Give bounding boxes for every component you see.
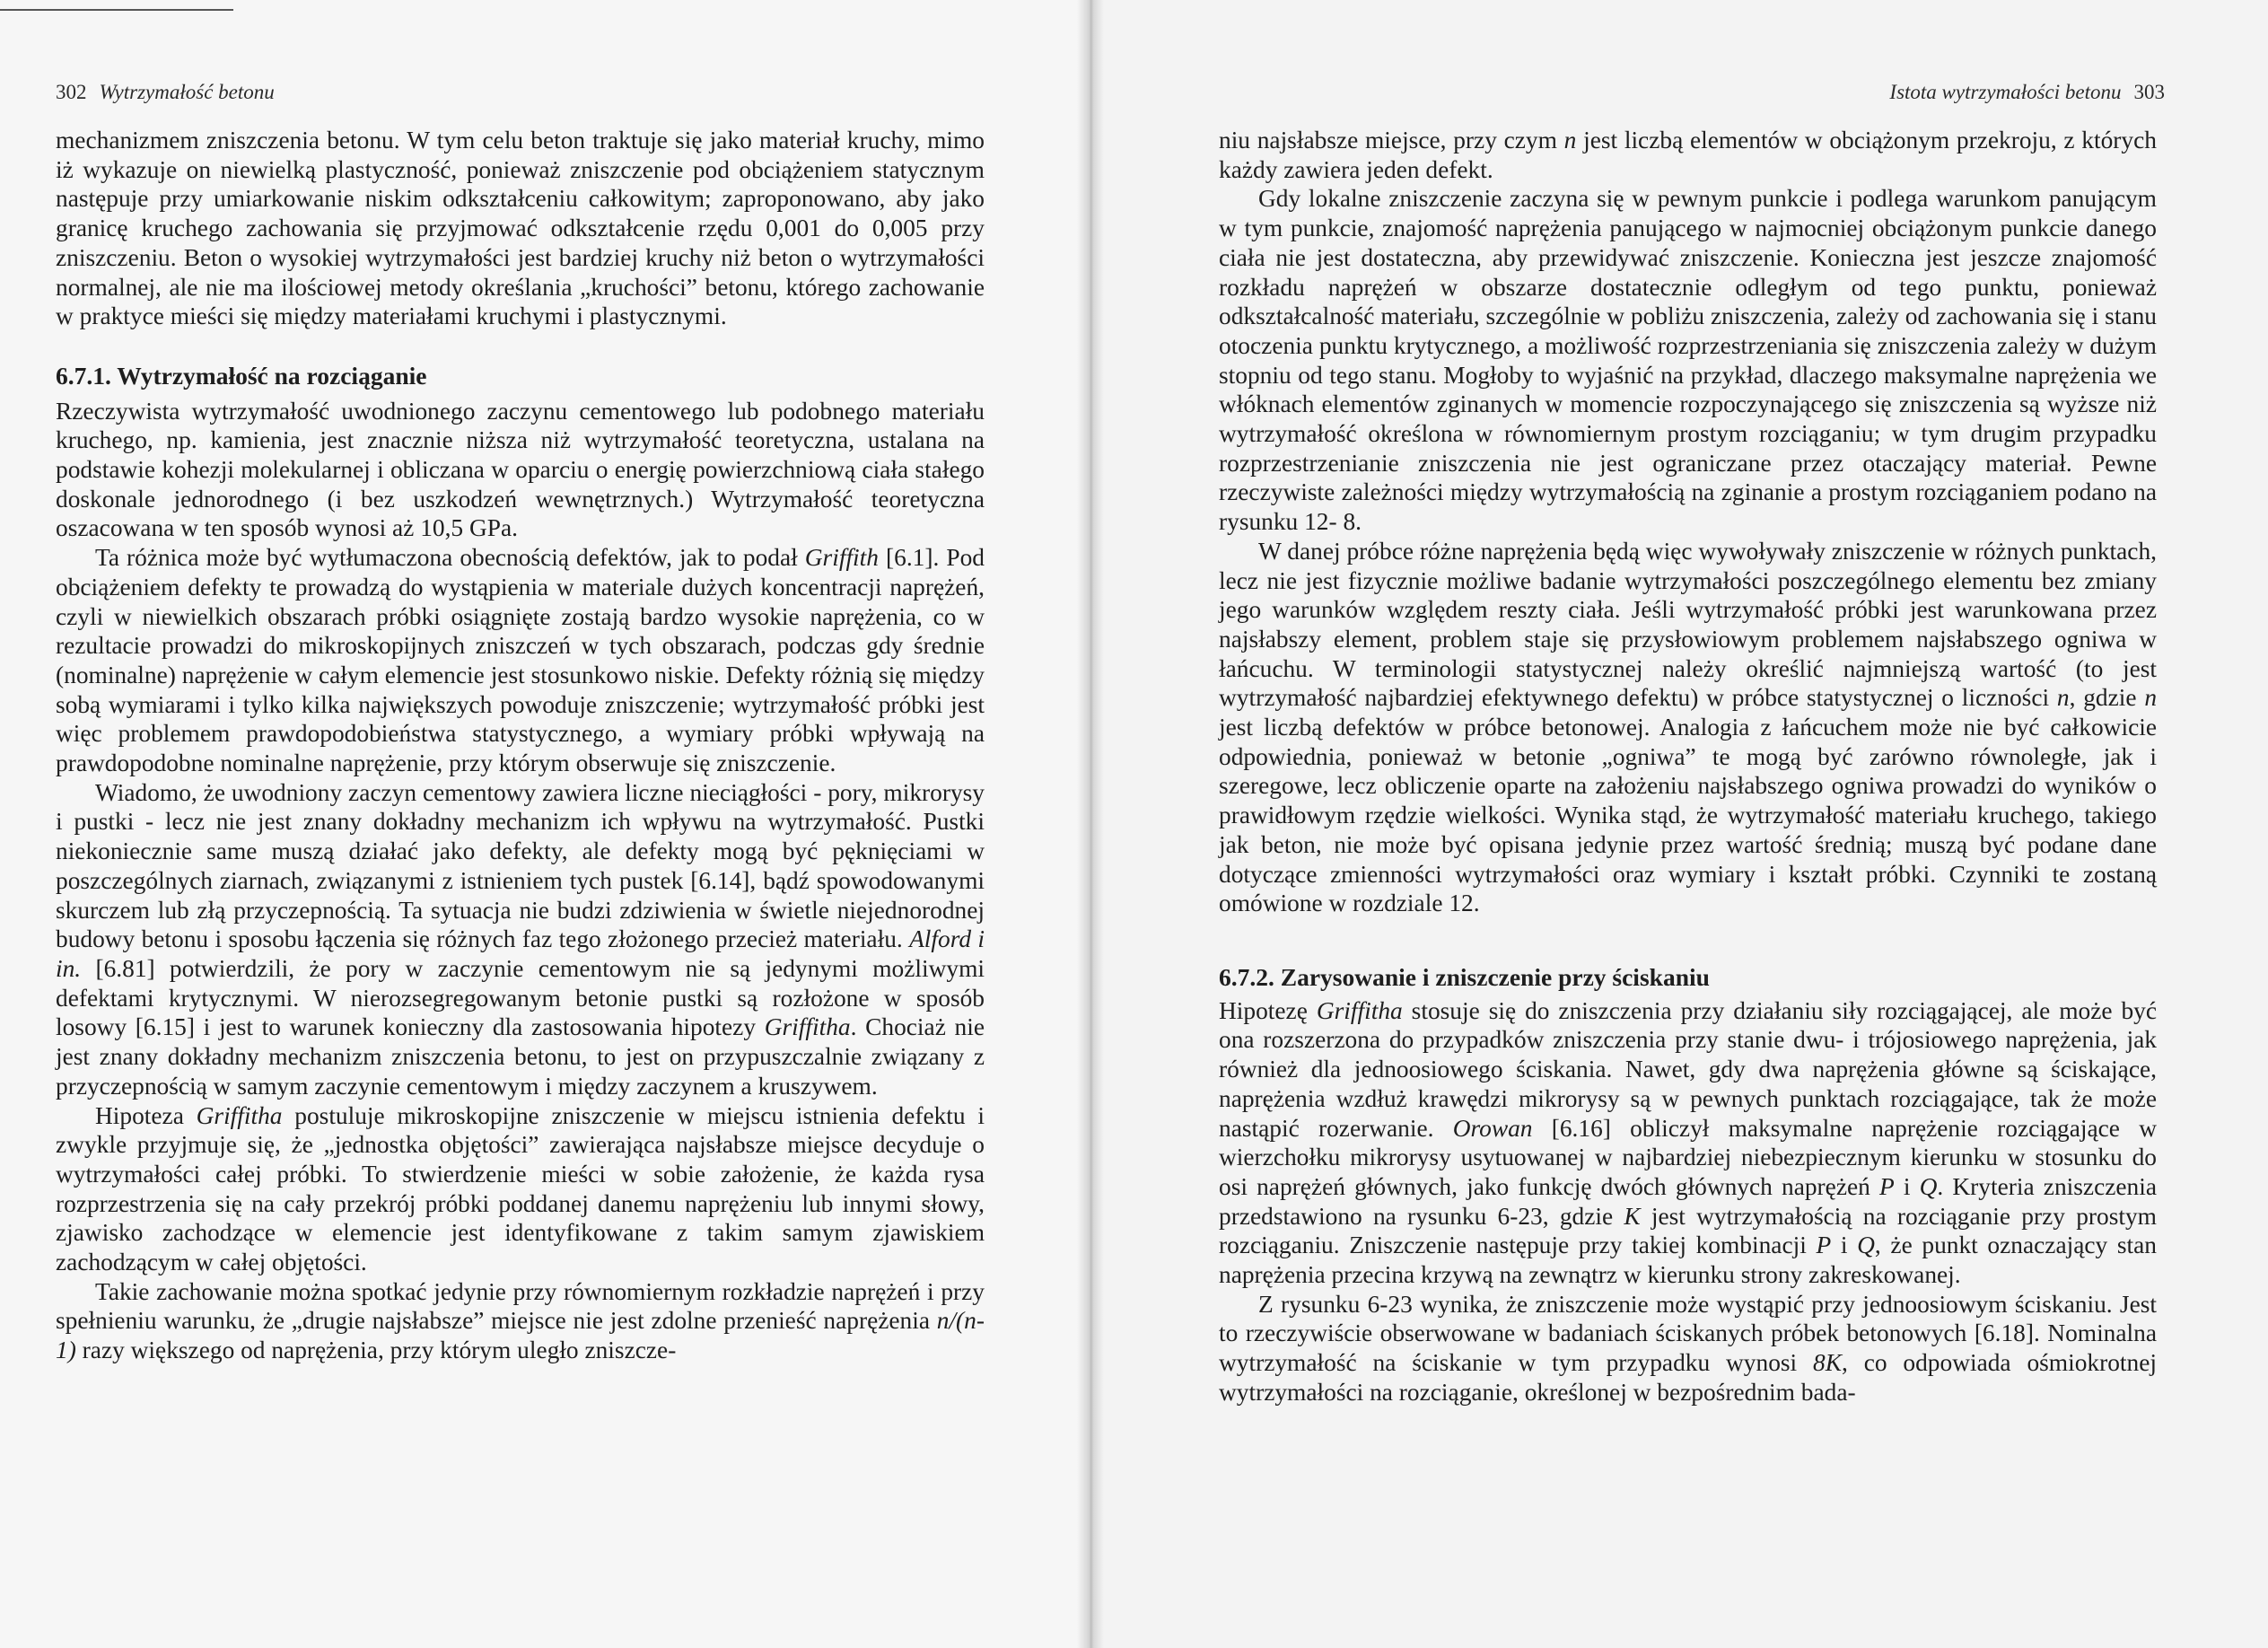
paragraph: Gdy lokalne zniszczenie zaczyna się w pewnym punkcie i podlega warunkom panującym w tym punkcie, znajomość naprężenia panującego w najmocniej obciążonym punkcie danego ciała nie jest dostateczna, aby przewidywać zniszczenie. Konieczna jest jeszcze znajomość rozkładu naprężeń w obszarze dostatecznie odległym od tego punktu, ponieważ odkształcalność materiału, szczególnie w pobliżu zniszczenia, zależy od zachowania się i stanu otoczenia punktu krytycznego, a możliwość rozprzestrzeniania się zniszczenia zależy w dużym stopniu od tego stanu. Mogłoby to wyjaśnić na przykład, dlaczego maksymalne naprężenia we włóknach elementów zginanych w momencie rozpoczynającego się zniszczenia są wyższe niż wytrzymałość określona w równomiernym prostym rozciąganiu; w tym drugim przypadku rozprzestrzenianie zniszczenia nie jest ograniczane przez otaczający materiał. Pewne rzeczywiste zależności między wytrzymałością na zginanie a prostym rozciąganiem podano na rysunku 12- 8. — [1219, 185, 2157, 536]
top-rule — [0, 9, 233, 11]
left-body-text — [56, 126, 985, 1365]
left-running-title: Wytrzymałość betonu — [99, 81, 275, 103]
paragraph: Hipotezę Griffitha stosuje się do zniszczenia przy działaniu siły rozciągającej, ale może być ona rozszerzona do przypadków zniszczenia przy stanie dwu- i trójosiowego naprężenia, jak również dla jednoosiowego ściskania. Nawet, gdy dwa naprężenia główne są ściskające, naprężenia wzdłuż krawędzi mikrorysy są w pewnych punktach rozciągające, tak że może nastąpić rozerwanie. Orowan [6.16] obliczył maksymalne naprężenie rozciągające w wierzchołku mikrorysy usytuowanej w najbardziej niebezpiecznym kierunku w stosunku do osi naprężeń głównych, jako funkcję dwóch głównych naprężeń P i Q. Kryteria zniszczenia przedstawiono na rysunku 6-23, gdzie K jest wytrzymałością na rozciąganie przy prostym rozciąganiu. Zniszczenie następuje przy takiej kombinacji P i Q, że punkt oznaczający stan naprężenia przecina krzywą na zewnątrz w kierunku strony zakreskowanej. — [1219, 996, 2158, 1289]
right-page-number: 303 — [2133, 81, 2165, 103]
right-body-text — [1219, 126, 2157, 1407]
paragraph: Rzeczywista wytrzymałość uwodnionego zaczynu cementowego lub podobnego materiału kruchego, np. kamienia, jest znacznie niższa niż wytrzymałość teoretyczna, ustalana na podstawie kohezji molekularnej i obliczana w oparciu o energię powierzchniową ciała stałego doskonale jednorodnego (i bez uszkodzeń wewnętrznych.) Wytrzymałość teoretyczna oszacowana w ten sposób wynosi aż 10,5 GPa. — [56, 397, 985, 542]
paragraph: Wiadomo, że uwodniony zaczyn cementowy zawiera liczne nieciągłości - pory, mikrorysy i pustki - lecz nie jest znany dokładny mechanizm ich wpływu na wytrzymałość. Pustki niekoniecznie same muszą działać jako defekty, ale defekty mogą być pęknięciami w poszczególnych ziarnach, związanymi z istnieniem tych pustek [6.14], bądź spowodowanymi skurczem lub złą przyczepnością. Ta sytuacja nie budzi zdziwienia w świetle niejednorodnej budowy betonu i sposobu łączenia się różnych faz tego złożonego przecież materiału. Alford i in. [6.81] potwierdzili, że pory w zaczynie cementowym nie są jedynymi możliwymi defektami krytycznymi. W nierozsegregowanym betonie pustki są rozłożone w sposób losowy [6.15] i jest to warunek konieczny dla zastosowania hipotezy Griffitha. Chociaż nie jest znany dokładny mechanizm zniszczenia betonu, to jest on przypuszczalnie związany z przyczepnością w samym zaczynie cementowym i między zaczynem a kruszywem. — [56, 778, 985, 1100]
right-running-header — [1889, 81, 2165, 104]
paragraph: Ta różnica może być wytłumaczona obecnością defektów, jak to podał Griffith [6.1]. Pod obciążeniem defekty te prowadzą do wystąpienia w materiale dużych koncentracji naprężeń, czyli w niewielkich obszarach próbki osiągnięte zostają bardzo wysokie naprężenia, co w rezultacie prowadzi do mikroskopijnych zniszczeń w tych obszarach, podczas gdy średnie (nominalne) naprężenie w całym elemencie jest stosunkowo niskie. Defekty różnią się między sobą wymiarami i tylko kilka największych powoduje zniszczenie; wytrzymałość próbki jest więc problemem prawdopodobieństwa statystycznego, a wymiary próbki wpływają na prawdopodobne nominalne naprężenie, przy którym obserwuje się zniszczenie. — [56, 544, 985, 777]
right-page — [1104, 0, 2268, 1648]
left-page-number: 302 — [56, 81, 87, 103]
section-heading-6-7-2: 6.7.2. Zarysowanie i zniszczenie przy ściskaniu — [1219, 962, 1710, 991]
paragraph: mechanizmem zniszczenia betonu. W tym celu beton traktuje się jako materiał kruchy, mimo iż wykazuje on niewielką plastyczność, ponieważ zniszczenie pod obciążeniem statycznym następuje przy umiarkowanie niskim odkształceniu całkowitym; zaproponowano, aby jako granicę kruchego zachowania się przyjmować odkształcenie rzędu 0,001 do 0,005 przy zniszczeniu. Beton o wysokiej wytrzymałości jest bardziej kruchy niż beton o wytrzymałości normalnej, ale nie ma ilościowej metody określania „kruchości” betonu, którego zachowanie w praktyce mieści się między materiałami kruchymi i plastycznymi. — [56, 127, 985, 330]
paragraph: Hipoteza Griffitha postuluje mikroskopijne zniszczenie w miejscu istnienia defektu i zwykle przyjmuje się, że „jednostka objętości” zawierająca najsłabsze miejsce decyduje o wytrzymałości całej próbki. To stwierdzenie mieści w sobie założenie, że każda rysa rozprzestrzenia się na cały przekrój próbki poddanej danemu naprężeniu lub innymi słowy, zjawisko zachodzące w elemencie jest identyfikowane z takim samym zjawiskiem zachodzącym w całej objętości. — [56, 1101, 985, 1276]
book-gutter — [1077, 0, 1104, 1648]
left-page — [0, 0, 1077, 1648]
left-running-header — [56, 81, 275, 104]
paragraph: niu najsłabsze miejsce, przy czym n jest liczbą elementów w obciążonym przekroju, z których każdy zawiera jeden defekt. — [1219, 127, 2157, 183]
paragraph: Takie zachowanie można spotkać jedynie przy równomiernym rozkładzie naprężeń i przy spełnieniu warunku, że „drugie najsłabsze” miejsce nie jest zdolne przenieść naprężenia n/(n-1) razy większego od naprężenia, przy którym uległo zniszcze- — [56, 1277, 985, 1364]
section-heading-6-7-1: 6.7.1. Wytrzymałość na rozciąganie — [56, 361, 427, 390]
paragraph: Z rysunku 6-23 wynika, że zniszczenie może wystąpić przy jednoosiowym ściskaniu. Jest to rzeczywiście obserwowane w badaniach ściskanych próbek betonowych [6.18]. Nominalna wytrzymałość na ściskanie w tym przypadku wynosi 8K, co odpowiada ośmiokrotnej wytrzymałości na rozciąganie, określonej w bezpośrednim bada- — [1219, 1290, 2157, 1406]
paragraph: W danej próbce różne naprężenia będą więc wywoływały zniszczenie w różnych punktach, lecz nie jest fizycznie możliwe badanie wytrzymałości poszczególnego elementu bez zmiany jego warunków względem reszty ciała. Jeśli wytrzymałość próbki jest warunkowana przez najsłabszy element, problem staje się przysłowiowym problemem najsłabszego ogniwa w łańcuchu. W terminologii statystycznej należy określić najmniejszą wartość (to jest wytrzymałość najbardziej efektywnego defektu) w próbce statystycznej o liczności n, gdzie n jest liczbą defektów w próbce betonowej. Analogia z łańcuchem może nie być całkowicie odpowiednia, ponieważ w betonie „ogniwa” te mogą być zarówno równoległe, jak i szeregowe, lecz obliczenie oparte na założeniu najsłabszego ogniwa prowadzi do wyników o prawidłowym rzędzie wielkości. Wynika stąd, że wytrzymałość materiału kruchego, takiego jak beton, nie może być opisana jedynie przez wartość średnią; muszą być podane dane dotyczące zmienności wytrzymałości oraz wymiary i kształt próbki. Czynniki te zostaną omówione w rozdziale 12. — [1219, 537, 2158, 917]
right-running-title: Istota wytrzymałości betonu — [1889, 81, 2122, 103]
